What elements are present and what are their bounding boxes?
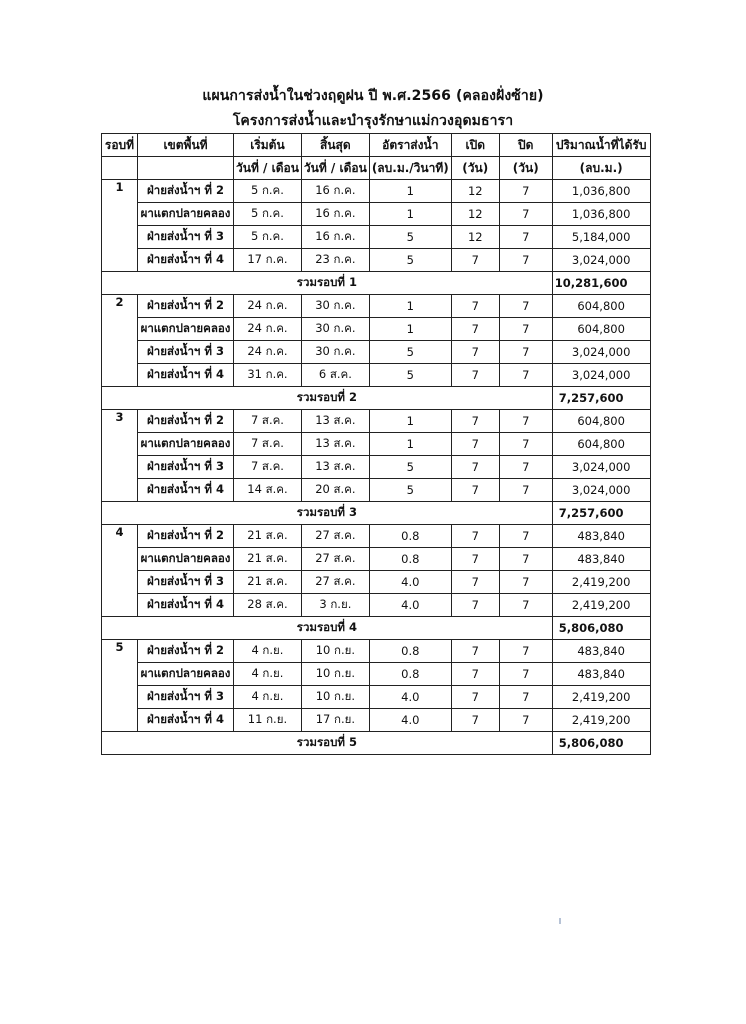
start-date-cell: 7 ส.ค. <box>234 456 302 479</box>
header-round: รอบที่ <box>102 134 138 157</box>
open-days-cell: 7 <box>451 433 499 456</box>
header-end: สิ้นสุด <box>301 134 369 157</box>
header-volume: ปริมาณน้ำที่ได้รับ <box>552 134 650 157</box>
water-delivery-table <box>101 133 651 755</box>
header-open-sub: (วัน) <box>451 157 499 180</box>
open-days-cell: 7 <box>451 709 499 732</box>
round-total-row <box>102 387 651 410</box>
table-row <box>102 571 651 594</box>
table-row <box>102 410 651 433</box>
volume-cell: 604,800 <box>552 295 650 318</box>
start-date-cell: 24 ก.ค. <box>234 318 302 341</box>
table-row <box>102 548 651 571</box>
header-start: เริ่มต้น <box>234 134 302 157</box>
volume-cell: 2,419,200 <box>552 686 650 709</box>
end-date-cell: 6 ส.ค. <box>301 364 369 387</box>
start-date-cell: 5 ก.ค. <box>234 226 302 249</box>
start-date-cell: 4 ก.ย. <box>234 686 302 709</box>
round-total-label: รวมรอบที่ 2 <box>102 387 553 410</box>
end-date-cell: 20 ส.ค. <box>301 479 369 502</box>
close-days-cell: 7 <box>499 663 552 686</box>
scan-speck <box>559 918 561 924</box>
rate-cell: 1 <box>369 295 451 318</box>
close-days-cell: 7 <box>499 203 552 226</box>
zone-cell: ฝ่ายส่งน้ำฯ ที่ 2 <box>138 295 234 318</box>
close-days-cell: 7 <box>499 456 552 479</box>
rate-cell: 0.8 <box>369 548 451 571</box>
round-number: 3 <box>102 410 138 502</box>
table-row <box>102 203 651 226</box>
table-row <box>102 226 651 249</box>
start-date-cell: 21 ส.ค. <box>234 548 302 571</box>
volume-cell: 3,024,000 <box>552 456 650 479</box>
close-days-cell: 7 <box>499 571 552 594</box>
zone-cell: ฝ่ายส่งน้ำฯ ที่ 4 <box>138 364 234 387</box>
header-zone-sub <box>138 157 234 180</box>
open-days-cell: 7 <box>451 341 499 364</box>
rate-cell: 4.0 <box>369 571 451 594</box>
end-date-cell: 27 ส.ค. <box>301 571 369 594</box>
open-days-cell: 7 <box>451 686 499 709</box>
rate-cell: 4.0 <box>369 709 451 732</box>
rate-cell: 4.0 <box>369 594 451 617</box>
close-days-cell: 7 <box>499 249 552 272</box>
open-days-cell: 7 <box>451 456 499 479</box>
end-date-cell: 10 ก.ย. <box>301 686 369 709</box>
zone-cell: ฝ่ายส่งน้ำฯ ที่ 4 <box>138 249 234 272</box>
volume-cell: 2,419,200 <box>552 594 650 617</box>
close-days-cell: 7 <box>499 686 552 709</box>
end-date-cell: 30 ก.ค. <box>301 318 369 341</box>
volume-cell: 5,184,000 <box>552 226 650 249</box>
round-number: 5 <box>102 640 138 732</box>
header-end-sub: วันที่ / เดือน <box>301 157 369 180</box>
open-days-cell: 12 <box>451 180 499 203</box>
volume-cell: 604,800 <box>552 318 650 341</box>
rate-cell: 0.8 <box>369 640 451 663</box>
open-days-cell: 7 <box>451 295 499 318</box>
header-volume-sub: (ลบ.ม.) <box>552 157 650 180</box>
zone-cell: ฝ่ายส่งน้ำฯ ที่ 2 <box>138 180 234 203</box>
round-total-row <box>102 617 651 640</box>
zone-cell: ผาแตกปลายคลอง <box>138 318 234 341</box>
zone-cell: ฝ่ายส่งน้ำฯ ที่ 3 <box>138 341 234 364</box>
open-days-cell: 7 <box>451 525 499 548</box>
volume-cell: 1,036,800 <box>552 180 650 203</box>
table-row <box>102 686 651 709</box>
round-total-label: รวมรอบที่ 1 <box>102 272 553 295</box>
table-row <box>102 364 651 387</box>
start-date-cell: 4 ก.ย. <box>234 663 302 686</box>
open-days-cell: 7 <box>451 663 499 686</box>
volume-cell: 483,840 <box>552 640 650 663</box>
end-date-cell: 30 ก.ค. <box>301 295 369 318</box>
table-row <box>102 456 651 479</box>
table-row <box>102 594 651 617</box>
round-total-label: รวมรอบที่ 4 <box>102 617 553 640</box>
start-date-cell: 24 ก.ค. <box>234 341 302 364</box>
zone-cell: ฝ่ายส่งน้ำฯ ที่ 3 <box>138 456 234 479</box>
table-subheader-row <box>102 157 651 180</box>
open-days-cell: 7 <box>451 594 499 617</box>
table-row <box>102 525 651 548</box>
table-row <box>102 249 651 272</box>
round-number: 1 <box>102 180 138 272</box>
close-days-cell: 7 <box>499 318 552 341</box>
open-days-cell: 7 <box>451 410 499 433</box>
end-date-cell: 16 ก.ค. <box>301 226 369 249</box>
start-date-cell: 7 ส.ค. <box>234 410 302 433</box>
zone-cell: ฝ่ายส่งน้ำฯ ที่ 4 <box>138 709 234 732</box>
start-date-cell: 28 ส.ค. <box>234 594 302 617</box>
zone-cell: ฝ่ายส่งน้ำฯ ที่ 3 <box>138 571 234 594</box>
zone-cell: ฝ่ายส่งน้ำฯ ที่ 2 <box>138 410 234 433</box>
table-row <box>102 341 651 364</box>
end-date-cell: 13 ส.ค. <box>301 410 369 433</box>
rate-cell: 1 <box>369 433 451 456</box>
round-total-label: รวมรอบที่ 5 <box>102 732 553 755</box>
start-date-cell: 5 ก.ค. <box>234 203 302 226</box>
start-date-cell: 21 ส.ค. <box>234 525 302 548</box>
round-total-value: 5,806,080 <box>552 617 650 640</box>
start-date-cell: 31 ก.ค. <box>234 364 302 387</box>
volume-cell: 1,036,800 <box>552 203 650 226</box>
end-date-cell: 16 ก.ค. <box>301 203 369 226</box>
zone-cell: ผาแตกปลายคลอง <box>138 663 234 686</box>
table-row <box>102 663 651 686</box>
volume-cell: 2,419,200 <box>552 571 650 594</box>
start-date-cell: 7 ส.ค. <box>234 433 302 456</box>
close-days-cell: 7 <box>499 548 552 571</box>
rate-cell: 0.8 <box>369 663 451 686</box>
header-round-sub <box>102 157 138 180</box>
rate-cell: 1 <box>369 318 451 341</box>
end-date-cell: 23 ก.ค. <box>301 249 369 272</box>
header-start-sub: วันที่ / เดือน <box>234 157 302 180</box>
volume-cell: 3,024,000 <box>552 341 650 364</box>
rate-cell: 5 <box>369 364 451 387</box>
start-date-cell: 14 ส.ค. <box>234 479 302 502</box>
start-date-cell: 11 ก.ย. <box>234 709 302 732</box>
close-days-cell: 7 <box>499 640 552 663</box>
volume-cell: 604,800 <box>552 410 650 433</box>
close-days-cell: 7 <box>499 594 552 617</box>
close-days-cell: 7 <box>499 226 552 249</box>
open-days-cell: 7 <box>451 548 499 571</box>
round-number: 4 <box>102 525 138 617</box>
rate-cell: 1 <box>369 203 451 226</box>
round-total-value: 5,806,080 <box>552 732 650 755</box>
rate-cell: 5 <box>369 341 451 364</box>
zone-cell: ฝ่ายส่งน้ำฯ ที่ 2 <box>138 640 234 663</box>
rate-cell: 1 <box>369 410 451 433</box>
rate-cell: 0.8 <box>369 525 451 548</box>
end-date-cell: 13 ส.ค. <box>301 456 369 479</box>
volume-cell: 3,024,000 <box>552 479 650 502</box>
header-close: ปิด <box>499 134 552 157</box>
zone-cell: ฝ่ายส่งน้ำฯ ที่ 4 <box>138 594 234 617</box>
open-days-cell: 12 <box>451 203 499 226</box>
rate-cell: 5 <box>369 249 451 272</box>
round-number: 2 <box>102 295 138 387</box>
table-row <box>102 479 651 502</box>
table-body <box>102 180 651 755</box>
zone-cell: ผาแตกปลายคลอง <box>138 203 234 226</box>
open-days-cell: 7 <box>451 479 499 502</box>
rate-cell: 5 <box>369 226 451 249</box>
table-header-row <box>102 134 651 157</box>
end-date-cell: 27 ส.ค. <box>301 548 369 571</box>
volume-cell: 3,024,000 <box>552 364 650 387</box>
volume-cell: 3,024,000 <box>552 249 650 272</box>
end-date-cell: 10 ก.ย. <box>301 663 369 686</box>
close-days-cell: 7 <box>499 525 552 548</box>
table-row <box>102 180 651 203</box>
round-total-value: 7,257,600 <box>552 387 650 410</box>
end-date-cell: 17 ก.ย. <box>301 709 369 732</box>
rate-cell: 5 <box>369 456 451 479</box>
close-days-cell: 7 <box>499 709 552 732</box>
open-days-cell: 7 <box>451 249 499 272</box>
zone-cell: ฝ่ายส่งน้ำฯ ที่ 3 <box>138 686 234 709</box>
zone-cell: ผาแตกปลายคลอง <box>138 548 234 571</box>
open-days-cell: 7 <box>451 640 499 663</box>
round-total-value: 7,257,600 <box>552 502 650 525</box>
rate-cell: 5 <box>369 479 451 502</box>
end-date-cell: 30 ก.ค. <box>301 341 369 364</box>
close-days-cell: 7 <box>499 364 552 387</box>
start-date-cell: 21 ส.ค. <box>234 571 302 594</box>
volume-cell: 483,840 <box>552 548 650 571</box>
zone-cell: ผาแตกปลายคลอง <box>138 433 234 456</box>
header-close-sub: (วัน) <box>499 157 552 180</box>
document-subtitle: โครงการส่งน้ำและบำรุงรักษาแม่กวงอุดมธารา <box>232 113 514 129</box>
end-date-cell: 16 ก.ค. <box>301 180 369 203</box>
header-zone: เขตพื้นที่ <box>138 134 234 157</box>
close-days-cell: 7 <box>499 433 552 456</box>
end-date-cell: 3 ก.ย. <box>301 594 369 617</box>
close-days-cell: 7 <box>499 410 552 433</box>
document-title: แผนการส่งน้ำในช่วงฤดูฝน ปี พ.ศ.2566 (คลองฝั่งซ้าย) <box>202 88 544 104</box>
end-date-cell: 13 ส.ค. <box>301 433 369 456</box>
round-total-row <box>102 502 651 525</box>
start-date-cell: 4 ก.ย. <box>234 640 302 663</box>
rate-cell: 4.0 <box>369 686 451 709</box>
close-days-cell: 7 <box>499 479 552 502</box>
rate-cell: 1 <box>369 180 451 203</box>
round-total-label: รวมรอบที่ 3 <box>102 502 553 525</box>
header-rate: อัตราส่งน้ำ <box>369 134 451 157</box>
volume-cell: 604,800 <box>552 433 650 456</box>
open-days-cell: 12 <box>451 226 499 249</box>
header-open: เปิด <box>451 134 499 157</box>
open-days-cell: 7 <box>451 571 499 594</box>
end-date-cell: 10 ก.ย. <box>301 640 369 663</box>
zone-cell: ฝ่ายส่งน้ำฯ ที่ 4 <box>138 479 234 502</box>
end-date-cell: 27 ส.ค. <box>301 525 369 548</box>
open-days-cell: 7 <box>451 364 499 387</box>
zone-cell: ฝ่ายส่งน้ำฯ ที่ 2 <box>138 525 234 548</box>
close-days-cell: 7 <box>499 295 552 318</box>
table-row <box>102 709 651 732</box>
start-date-cell: 5 ก.ค. <box>234 180 302 203</box>
round-total-row <box>102 732 651 755</box>
close-days-cell: 7 <box>499 180 552 203</box>
table-row <box>102 318 651 341</box>
volume-cell: 483,840 <box>552 663 650 686</box>
open-days-cell: 7 <box>451 318 499 341</box>
header-rate-sub: (ลบ.ม./วินาที) <box>369 157 451 180</box>
table-row <box>102 295 651 318</box>
round-total-value: 10,281,600 <box>552 272 650 295</box>
volume-cell: 483,840 <box>552 525 650 548</box>
start-date-cell: 17 ก.ค. <box>234 249 302 272</box>
table-row <box>102 433 651 456</box>
volume-cell: 2,419,200 <box>552 709 650 732</box>
table-row <box>102 640 651 663</box>
close-days-cell: 7 <box>499 341 552 364</box>
zone-cell: ฝ่ายส่งน้ำฯ ที่ 3 <box>138 226 234 249</box>
round-total-row <box>102 272 651 295</box>
start-date-cell: 24 ก.ค. <box>234 295 302 318</box>
